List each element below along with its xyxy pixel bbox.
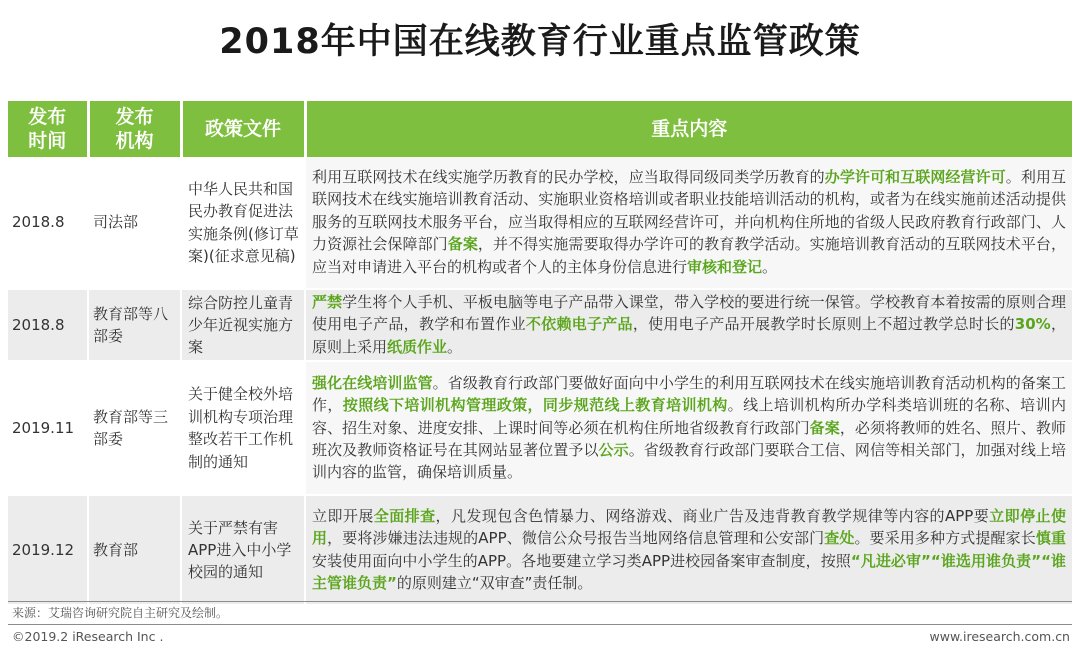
cell-org: 教育部等三部委 <box>88 361 181 495</box>
cell-time: 2019.12 <box>8 495 88 605</box>
cell-content <box>305 495 1072 605</box>
cell-time: 2019.11 <box>8 361 88 495</box>
highlight-phrase: 慎重 <box>1035 529 1066 548</box>
highlight-phrase: 立即停止使用 <box>312 506 1066 548</box>
header-time: 发布 时间 <box>8 101 88 157</box>
content-text: 。省级教育行政部门要联合工信、网信等相关部门，加强对线上培训内容的监管，确保培训质量。 <box>312 440 1066 482</box>
cell-content <box>305 157 1072 289</box>
content-text: 。线上培训机构所办学科类培训班的名称、培训内容、招生对象、进度安排、上课时间等必须在机构住所地省级教育行政部门 <box>312 396 1066 437</box>
content-text: 。 <box>447 337 463 356</box>
content-text: 安装使用面向中小学生的APP。各地要建立学习类APP进校园备案审查制度，按照 <box>312 551 851 570</box>
policy-table <box>8 101 1072 606</box>
content-text: ，并不得实施需要取得办学许可的教育教学活动。实施培训教育活动的互联网技术平台，应当对申请进入平台的机构或者个人的主体身份信息进行 <box>312 235 1066 276</box>
highlight-phrase: 查处 <box>824 529 855 548</box>
cell-time: 2018.8 <box>8 157 88 289</box>
footer-divider-top <box>8 601 1072 602</box>
content-text: 立即开展 <box>312 506 374 525</box>
table-header-row <box>8 101 1072 157</box>
content-text: 。要采用多种方式提醒家长 <box>854 529 1036 548</box>
cell-org: 司法部 <box>88 157 181 289</box>
highlight-phrase: 纸质作业 <box>387 337 448 356</box>
copyright: ©2019.2 iResearch Inc . <box>12 629 164 644</box>
content-text: 利用互联网技术在线实施学历教育的民办学校，应当取得同级同类学历教育的 <box>312 167 825 186</box>
header-content: 重点内容 <box>305 101 1072 157</box>
content-text: 。利用互联网技术在线实施培训教育活动、实施职业资格培训或者职业技能培训活动的机构，或者为在线实施前述活动提供服务的互联网技术服务平台，应当取得相应的互联网经营许可，并向机构住所地的省级人民政府教育行政部门、人力资源社会保障部门 <box>312 167 1066 254</box>
source-note: 来源：艾瑞咨询研究院自主研究及绘制。 <box>12 606 229 620</box>
highlight-phrase: “凡进必审”“谁选用谁负责”“谁主管谁负责” <box>312 551 1066 593</box>
cell-content <box>305 361 1072 495</box>
website-link[interactable]: www.iresearch.com.cn <box>929 629 1070 644</box>
highlight-phrase: 办学许可和互联网经营许可 <box>824 167 1006 186</box>
content-text: ，使用电子产品开展教学时长原则上不超过教学总时长的 <box>632 315 1015 334</box>
highlight-phrase: 全面排查 <box>373 506 436 525</box>
cell-doc: 关于严禁有害APP进入中小学校园的通知 <box>181 495 305 605</box>
cell-doc: 关于健全校外培训机构专项治理整改若干工作机制的通知 <box>181 361 305 495</box>
header-doc: 政策文件 <box>181 101 305 157</box>
highlight-phrase: 备案 <box>809 418 840 437</box>
content-text: ，要将涉嫌违法违规的APP、微信公众号报告当地网络信息管理和公安部门 <box>327 529 825 548</box>
content-text: 的原则建立“双审查”责任制。 <box>396 574 593 593</box>
cell-org: 教育部等八部委 <box>88 289 181 361</box>
highlight-phrase: 不依赖电子产品 <box>525 315 633 334</box>
page-title: 2018年中国在线教育行业重点监管政策 <box>219 22 861 62</box>
content-text: ，必须将教师的姓名、照片、教师班次及教师资格证号在其网站显著位置予以 <box>312 418 1066 459</box>
content-text: 。 <box>762 257 778 276</box>
highlight-phrase: 公示 <box>598 440 629 459</box>
highlight-phrase: 强化在线培训监管 <box>312 373 433 392</box>
content-text: 学生将个人手机、平板电脑等电子产品带入课堂，带入学校的要进行统一保管。学校教育本着按需的原则合理使用电子产品，教学和布置作业 <box>312 293 1066 334</box>
footer-divider-bottom <box>8 624 1072 625</box>
cell-doc: 中华人民共和国民办教育促进法实施条例(修订草案)(征求意见稿) <box>181 157 305 289</box>
cell-content <box>305 289 1072 361</box>
cell-org: 教育部 <box>88 495 181 605</box>
highlight-phrase: 30% <box>1014 315 1051 334</box>
content-text: 。省级教育行政部门要做好面向中小学生的利用互联网技术在线实施培训教育活动机构的备案工作， <box>312 373 1066 415</box>
highlight-phrase: 严禁 <box>312 293 343 311</box>
content-text: ，原则上采用 <box>312 315 1066 356</box>
cell-time: 2018.8 <box>8 289 88 361</box>
highlight-phrase: 备案 <box>447 235 478 254</box>
content-text: ，凡发现包含色情暴力、网络游戏、商业广告及违背教育教学规律等内容的APP要 <box>435 506 990 525</box>
header-org: 发布 机构 <box>88 101 181 157</box>
table-row <box>8 157 1072 289</box>
highlight-phrase: 审核和登记 <box>687 257 763 276</box>
table-row <box>8 289 1072 361</box>
table-row <box>8 361 1072 495</box>
cell-doc: 综合防控儿童青少年近视实施方案 <box>181 289 305 361</box>
highlight-phrase: 按照线下培训机构管理政策，同步规范线上教育培训机构 <box>342 396 728 415</box>
table-row <box>8 495 1072 605</box>
